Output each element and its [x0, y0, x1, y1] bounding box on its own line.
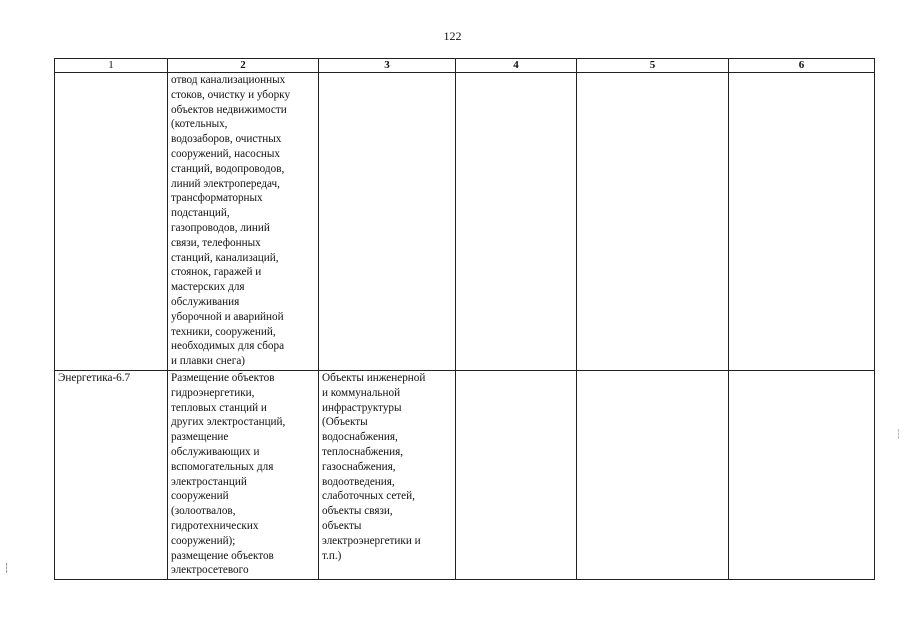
- column-header-3: 3: [319, 59, 456, 73]
- table-cell: [456, 371, 577, 580]
- table-cell: [729, 73, 875, 371]
- land-use-code: Энергетика-6.7: [58, 372, 131, 384]
- table-header-row: [55, 59, 875, 73]
- scan-margin-mark: ┆: [4, 563, 10, 573]
- object-types: Объекты инженерной и коммунальной инфраструктуры (Объекты водоснабжения, теплоснабжения, газоснабжения, водоотведения, слаботочных сетей, объекты связи, объекты электроэнергетики и т.п.): [322, 372, 426, 562]
- table-cell: [55, 371, 168, 580]
- table-cell: [729, 371, 875, 580]
- land-use-description: Размещение объектов гидроэнергетики, тепловых станций и других электростанций, размещение обслуживающих и вспомогательных для электростанций сооружений (золоотвалов, гидротехнических сооружений); размещение объектов электросетевого: [171, 372, 286, 577]
- table-cell: [55, 73, 168, 371]
- land-use-description: отвод канализационных стоков, очистку и уборку объектов недвижимости (котельных, водозаборов, очистных сооружений, насосных станций, водопроводов, линий электропередач, трансформаторных подстанций, газопроводов, линий связи, телефонных станций, канализаций, стоянок, гаражей и мастерских для обслуживания уборочной и аварийной техники, сооружений, необходимых для сбора и плавки снега): [171, 74, 291, 368]
- column-header-5: 5: [577, 59, 729, 73]
- scan-margin-mark: ┆: [895, 429, 901, 439]
- column-header-6: 6: [729, 59, 875, 73]
- table-row: [55, 73, 875, 371]
- column-header-4: 4: [456, 59, 577, 73]
- column-header-2: 2: [168, 59, 319, 73]
- table-cell: [456, 73, 577, 371]
- table-cell: [168, 371, 319, 580]
- table-cell: [168, 73, 319, 371]
- table-row: [55, 371, 875, 580]
- page-number: 122: [443, 29, 462, 43]
- land-use-table: [54, 58, 875, 580]
- table-cell: [577, 371, 729, 580]
- column-header-1: 1: [55, 59, 168, 73]
- table-cell: [319, 73, 456, 371]
- table-cell: [319, 371, 456, 580]
- table-cell: [577, 73, 729, 371]
